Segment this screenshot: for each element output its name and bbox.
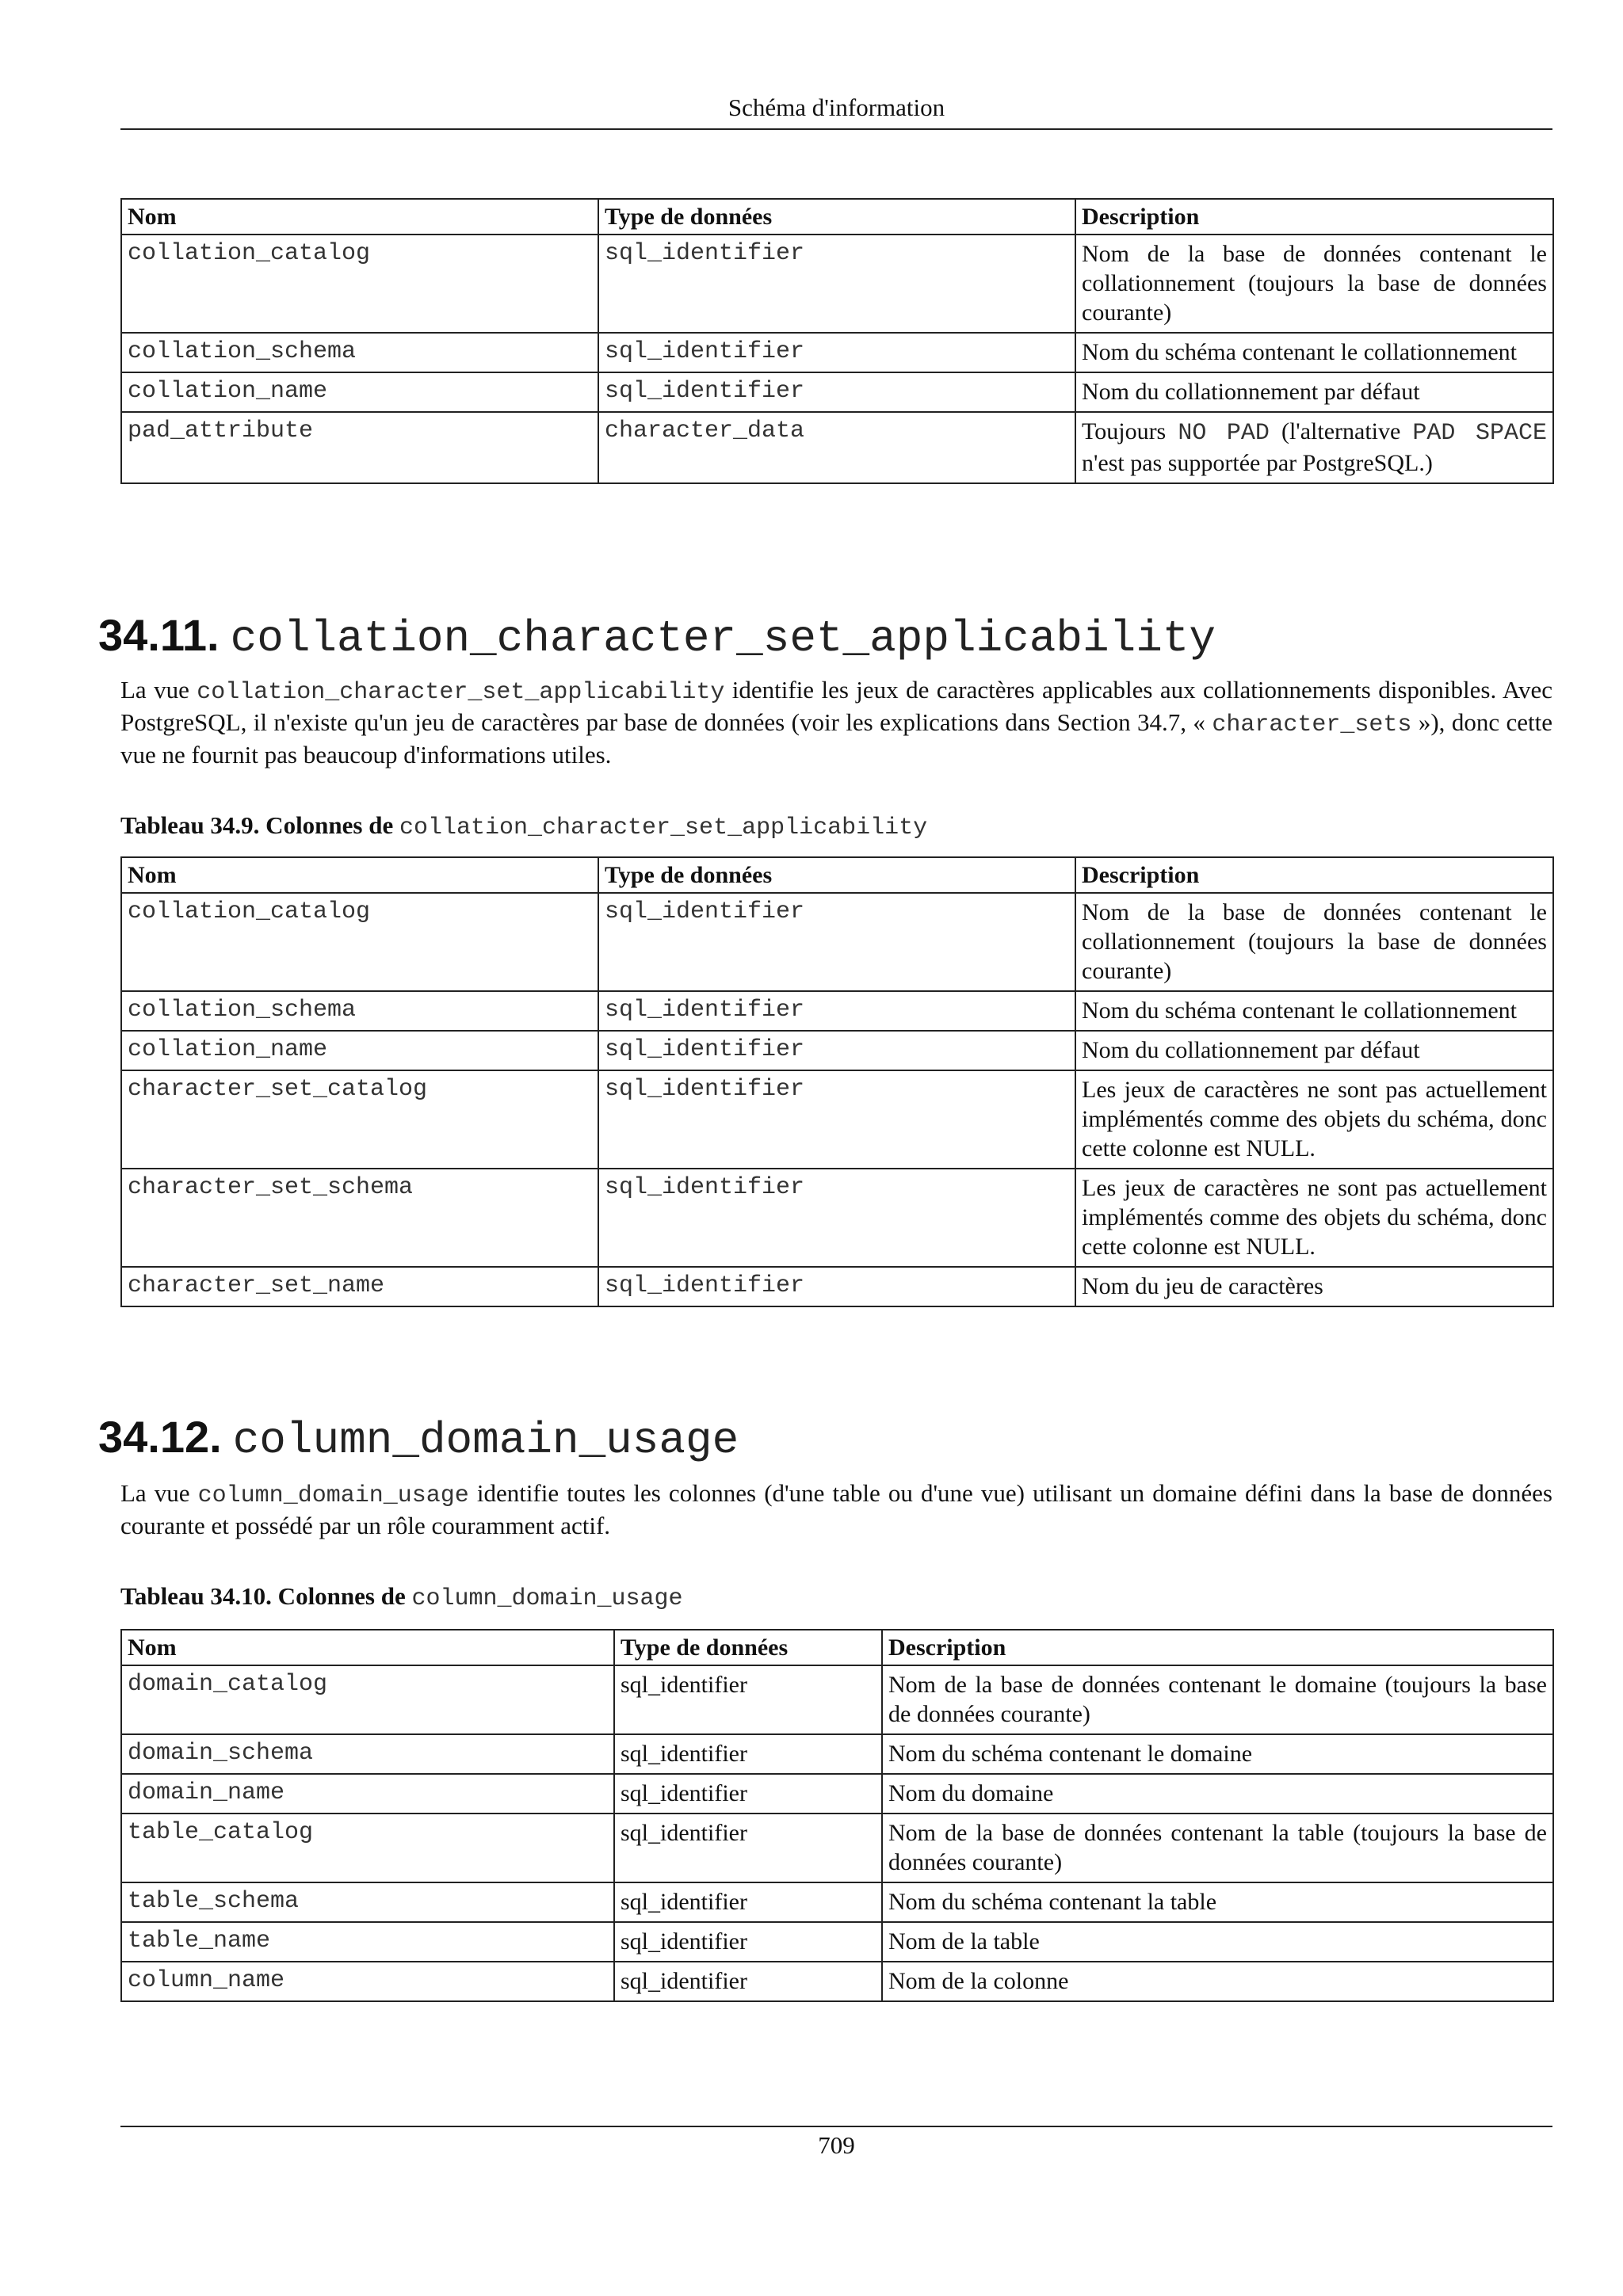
table-row [121, 893, 1553, 991]
table-row [121, 1031, 1553, 1070]
section-number: 34.11. [98, 610, 220, 660]
cell-name: table_schema [121, 1882, 614, 1922]
cell-description: Nom du schéma contenant le collationnement [1075, 333, 1553, 372]
column-header-type: Type de données [614, 1630, 882, 1665]
cell-type: sql_identifier [598, 991, 1075, 1031]
table-row [121, 1665, 1553, 1734]
cell-type: sql_identifier [614, 1814, 882, 1882]
table-row [121, 235, 1553, 333]
section-name: column_domain_usage [232, 1415, 739, 1466]
cell-description: Nom du domaine [882, 1774, 1553, 1814]
table-row [121, 1882, 1553, 1922]
table-row [121, 991, 1553, 1031]
intro-text: La vue [120, 676, 197, 704]
column-header-nom: Nom [121, 199, 598, 235]
cell-description: Nom du schéma contenant le collationnement [1075, 991, 1553, 1031]
table-caption [120, 1582, 683, 1612]
cell-name: domain_schema [121, 1734, 614, 1774]
header-rule [120, 128, 1552, 130]
cell-name: domain_name [121, 1774, 614, 1814]
table-collation-charset-applicability [120, 856, 1554, 1307]
desc-text: (l'alternative [1269, 418, 1413, 444]
column-header-description: Description [1075, 199, 1553, 235]
table-row [121, 1267, 1553, 1306]
cell-type: sql_identifier [614, 1774, 882, 1814]
desc-text: Toujours [1082, 418, 1178, 444]
caption-code: column_domain_usage [411, 1585, 683, 1612]
cell-name: character_set_schema [121, 1169, 598, 1267]
cell-type: sql_identifier [598, 1070, 1075, 1169]
inline-code: NO PAD [1178, 420, 1270, 447]
inline-code: PAD SPACE [1412, 420, 1547, 447]
cell-description [1075, 412, 1553, 483]
cell-description: Nom de la base de données contenant le domaine (toujours la base de données courante) [882, 1665, 1553, 1734]
section-heading [98, 1412, 739, 1466]
caption-code: collation_character_set_applicability [399, 814, 928, 841]
column-header-type: Type de données [598, 857, 1075, 893]
intro-text: identifie toutes les colonnes (d'une table ou d'une vue) utilisant un domaine défini dans la base de données courante et possédé par un rôle couramment actif. [120, 1479, 1552, 1539]
caption-label: Tableau 34.9. Colonnes de [120, 811, 399, 839]
inline-code: character_sets [1212, 711, 1412, 738]
section-number: 34.12. [98, 1412, 222, 1462]
column-header-nom: Nom [121, 1630, 614, 1665]
cell-name: domain_catalog [121, 1665, 614, 1734]
intro-text: »), donc cette vue ne fournit pas beaucoup d'informations utiles. [120, 708, 1552, 769]
cell-description: Nom du collationnement par défaut [1075, 1031, 1553, 1070]
cell-name: collation_schema [121, 991, 598, 1031]
cell-name: collation_catalog [121, 893, 598, 991]
cell-type: sql_identifier [598, 235, 1075, 333]
table-row [121, 1814, 1553, 1882]
cell-type: sql_identifier [598, 1267, 1075, 1306]
cell-name: character_set_name [121, 1267, 598, 1306]
cell-description: Nom de la table [882, 1922, 1553, 1962]
cell-type: sql_identifier [598, 1031, 1075, 1070]
cell-type: sql_identifier [598, 1169, 1075, 1267]
cell-name: table_catalog [121, 1814, 614, 1882]
cell-name: table_name [121, 1922, 614, 1962]
cell-name: collation_schema [121, 333, 598, 372]
cell-description: Nom de la base de données contenant le collationnement (toujours la base de données courante) [1075, 235, 1553, 333]
cell-description: Nom du schéma contenant la table [882, 1882, 1553, 1922]
intro-text: identifie les jeux de caractères applicables aux collationnements disponibles. Avec PostgreSQL, il n'existe qu'un jeu de caractères par base de données (voir les explications dans Section 34.7, « [120, 676, 1552, 736]
cell-description: Nom de la base de données contenant la table (toujours la base de données courante) [882, 1814, 1553, 1882]
caption-label: Tableau 34.10. Colonnes de [120, 1582, 412, 1610]
table-row [121, 372, 1553, 412]
cell-description: Les jeux de caractères ne sont pas actuellement implémentés comme des objets du schéma, donc cette colonne est NULL. [1075, 1169, 1553, 1267]
cell-type: sql_identifier [614, 1882, 882, 1922]
cell-name: column_name [121, 1962, 614, 2001]
table-row [121, 333, 1553, 372]
inline-code: collation_character_set_applicability [197, 679, 725, 706]
table-caption [120, 811, 927, 841]
desc-text: n'est pas supportée par PostgreSQL.) [1082, 450, 1433, 476]
section-heading [98, 610, 1216, 664]
table-header-row [121, 199, 1553, 235]
cell-type: sql_identifier [598, 333, 1075, 372]
table-row [121, 1774, 1553, 1814]
cell-description: Nom du schéma contenant le domaine [882, 1734, 1553, 1774]
table-row [121, 1922, 1553, 1962]
table-column-domain-usage [120, 1629, 1554, 2002]
cell-description: Nom de la colonne [882, 1962, 1553, 2001]
intro-text: La vue [120, 1479, 198, 1507]
cell-type: sql_identifier [598, 372, 1075, 412]
cell-name: collation_catalog [121, 235, 598, 333]
table-row [121, 1734, 1553, 1774]
cell-name: collation_name [121, 372, 598, 412]
section-name: collation_character_set_applicability [230, 613, 1216, 664]
cell-type: sql_identifier [598, 893, 1075, 991]
table-header-row [121, 1630, 1553, 1665]
column-header-description: Description [882, 1630, 1553, 1665]
cell-name: character_set_catalog [121, 1070, 598, 1169]
table-header-row [121, 857, 1553, 893]
table-row [121, 1070, 1553, 1169]
cell-name: pad_attribute [121, 412, 598, 483]
cell-type: sql_identifier [614, 1734, 882, 1774]
cell-description: Les jeux de caractères ne sont pas actuellement implémentés comme des objets du schéma, donc cette colonne est NULL. [1075, 1070, 1553, 1169]
cell-description: Nom du jeu de caractères [1075, 1267, 1553, 1306]
cell-type: sql_identifier [614, 1922, 882, 1962]
cell-description: Nom de la base de données contenant le collationnement (toujours la base de données courante) [1075, 893, 1553, 991]
page-number: 709 [818, 2131, 855, 2159]
cell-type: sql_identifier [614, 1962, 882, 2001]
column-header-nom: Nom [121, 857, 598, 893]
column-header-description: Description [1075, 857, 1553, 893]
page-footer [120, 2122, 1552, 2160]
section-intro [120, 675, 1552, 770]
inline-code: column_domain_usage [197, 1482, 469, 1509]
table-collations-continued [120, 198, 1554, 484]
cell-name: collation_name [121, 1031, 598, 1070]
cell-type: sql_identifier [614, 1665, 882, 1734]
table-row [121, 1962, 1553, 2001]
section-intro [120, 1478, 1552, 1541]
table-row [121, 1169, 1553, 1267]
cell-description: Nom du collationnement par défaut [1075, 372, 1553, 412]
column-header-type: Type de données [598, 199, 1075, 235]
cell-type: character_data [598, 412, 1075, 483]
running-header: Schéma d'information [727, 93, 945, 121]
table-row [121, 412, 1553, 483]
